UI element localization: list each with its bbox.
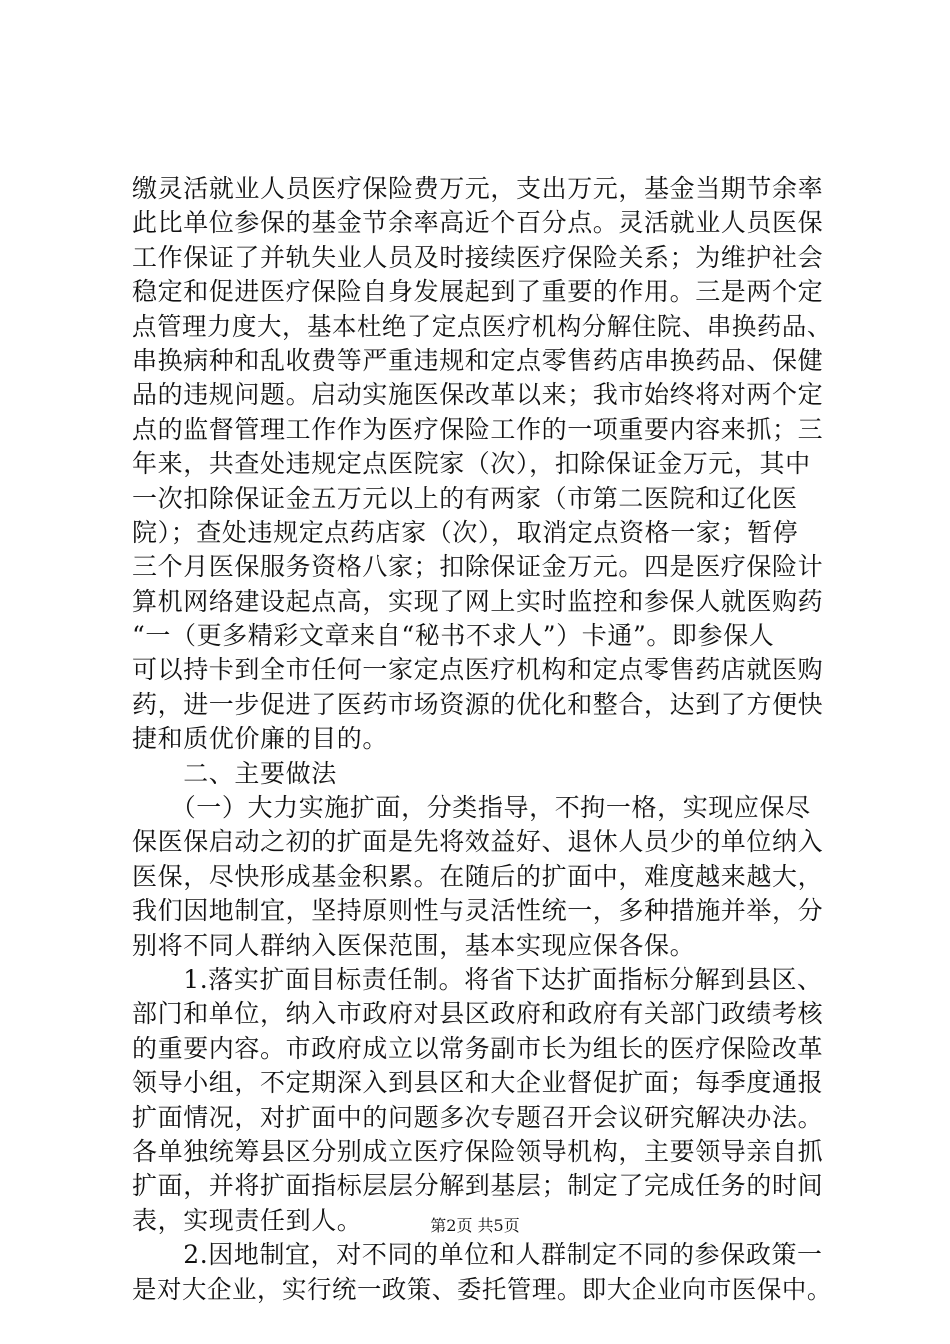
text-line: 年来，共查处违规定点医院家（次），扣除保证金万元，其中 — [132, 449, 811, 479]
text-line: 缴灵活就业人员医疗保险费万元，支出万元，基金当期节余率 — [132, 174, 824, 203]
text-line: 院）；查处违规定点药店家（次），取消定点资格一家；暂停 — [132, 517, 799, 547]
text-line: 算机网络建设起点高，实现了网上实时监控和参保人就医购药 — [132, 586, 824, 616]
text-line: 2.因地制宜，对不同的单位和人群制定不同的参保政策一 — [132, 1240, 823, 1270]
text-line: 保医保启动之初的扩面是先将效益好、退休人员少的单位纳入 — [132, 827, 824, 857]
text-line: 点管理力度大，基本杜绝了定点医疗机构分解住院、串换药品、 — [132, 311, 832, 341]
text-line: 的重要内容。市政府成立以常务副市长为组长的医疗保险改革 — [132, 1033, 824, 1063]
text-line: （一）大力实施扩面，分类指导，不拘一格，实现应保尽 — [132, 793, 811, 823]
text-line: 工作保证了并轨失业人员及时接续医疗保险关系；为维护社会 — [132, 242, 824, 272]
text-line: 是对大企业，实行统一政策、委托管理。即大企业向市医保中。 — [132, 1274, 832, 1304]
body-text — [132, 172, 832, 1307]
text-line: 1.落实扩面目标责任制。将省下达扩面指标分解到县区、 — [132, 964, 823, 994]
text-line: “一（更多精彩文章来自“秘书不求人”）卡通”。即参保人 — [132, 621, 775, 651]
text-line: 捷和质优价廉的目的。 — [132, 724, 389, 754]
page-footer: 第2页 共5页 — [430, 1216, 520, 1235]
text-line: 医保，尽快形成基金积累。在随后的扩面中，难度越来越大， — [132, 861, 824, 891]
text-line: 部门和单位，纳入市政府对县区政府和政府有关部门政绩考核 — [132, 999, 824, 1029]
text-line: 扩面情况，对扩面中的问题多次专题召开会议研究解决办法。 — [132, 1102, 824, 1132]
text-line: 串换病种和乱收费等严重违规和定点零售药店串换药品、保健 — [132, 345, 824, 375]
text-line: 一次扣除保证金五万元以上的有两家（市第二医院和辽化医 — [132, 483, 798, 513]
text-line: 各单独统筹县区分别成立医疗保险领导机构，主要领导亲自抓 — [132, 1136, 824, 1166]
text-line: 二、主要做法 — [132, 758, 337, 788]
text-line: 此比单位参保的基金节余率高近个百分点。灵活就业人员医保 — [132, 208, 824, 238]
text-line: 我们因地制宜，坚持原则性与灵活性统一，多种措施并举，分 — [132, 896, 824, 926]
text-line: 扩面，并将扩面指标层层分解到基层；制定了完成任务的时间 — [132, 1171, 824, 1201]
text-line: 点的监督管理工作作为医疗保险工作的一项重要内容来抓；三 — [132, 414, 824, 444]
text-line: 可以持卡到全市任何一家定点医疗机构和定点零售药店就医购 — [132, 655, 824, 685]
text-line: 表，实现责任到人。 — [132, 1205, 363, 1235]
text-line: 三个月医保服务资格八家；扣除保证金万元。四是医疗保险计 — [132, 552, 824, 582]
text-line: 别将不同人群纳入医保范围，基本实现应保各保。 — [132, 930, 696, 960]
text-line: 领导小组，不定期深入到县区和大企业督促扩面；每季度通报 — [132, 1068, 824, 1098]
text-line: 稳定和促进医疗保险自身发展起到了重要的作用。三是两个定 — [132, 277, 824, 307]
text-line: 品的违规问题。启动实施医保改革以来；我市始终将对两个定 — [132, 380, 824, 410]
text-line: 药，进一步促进了医药市场资源的优化和整合，达到了方便快 — [132, 689, 824, 719]
